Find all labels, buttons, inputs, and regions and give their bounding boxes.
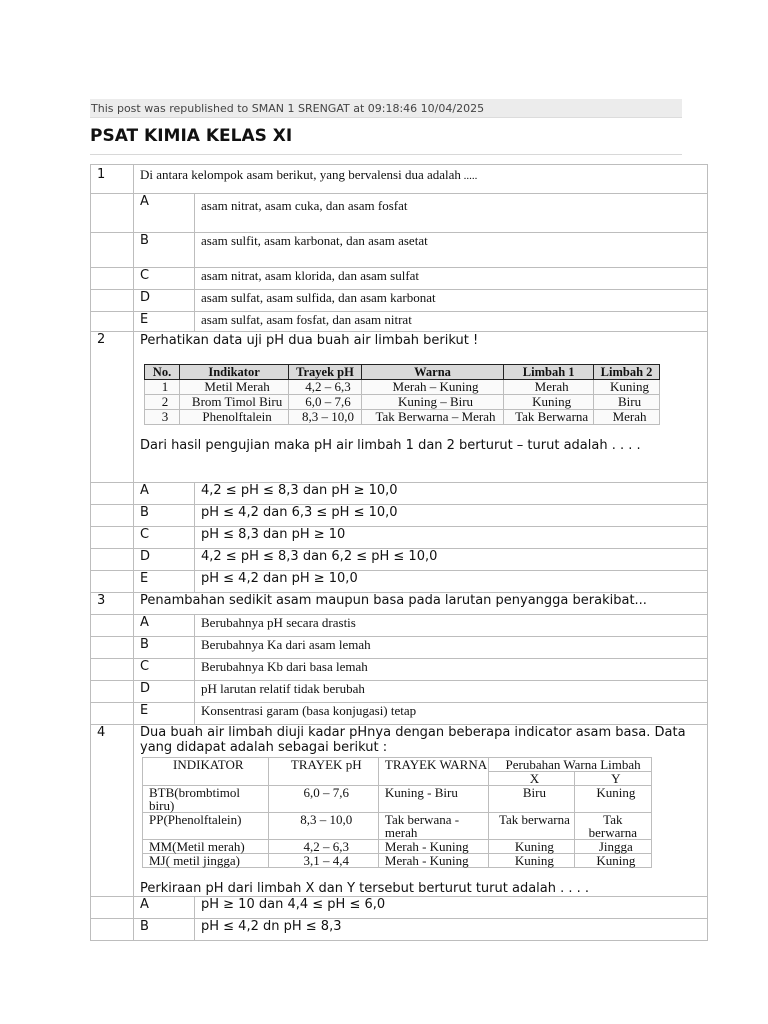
ph-data-table <box>144 364 660 425</box>
question-text: Dua buah air limbah diuji kadar pHnya dengan beberapa indicator asam basa. Data yang didapat adalah sebagai berikut : <box>140 725 686 755</box>
table-cell: Merah <box>504 380 594 395</box>
table-cell: 1 <box>145 380 180 395</box>
option-row <box>91 681 708 703</box>
option-row <box>91 233 708 268</box>
option-text: Berubahnya Kb dari basa lemah <box>195 659 708 681</box>
table-cell: Tak berwarna <box>489 813 574 840</box>
option-row <box>91 897 708 919</box>
table-cell: MJ( metil jingga) <box>143 854 269 868</box>
table-header: Warna <box>361 365 503 380</box>
table-cell: Kuning <box>574 854 651 868</box>
option-text: pH ≥ 10 dan 4,4 ≤ pH ≤ 6,0 <box>195 897 708 919</box>
option-letter: A <box>134 483 195 505</box>
question-row <box>91 332 708 483</box>
option-letter: A <box>134 615 195 637</box>
table-cell: 4,2 – 6,3 <box>289 380 362 395</box>
table-cell: Kuning <box>489 840 574 854</box>
option-row <box>91 268 708 290</box>
option-row <box>91 615 708 637</box>
table-cell: 4,2 – 6,3 <box>268 840 378 854</box>
option-row <box>91 919 708 941</box>
table-cell: PP(Phenolftalein) <box>143 813 269 840</box>
option-letter: A <box>134 897 195 919</box>
option-text: asam nitrat, asam klorida, dan asam sulfat <box>195 268 708 290</box>
title-divider <box>90 154 682 155</box>
table-header: TRAYEK WARNA <box>378 758 488 786</box>
table-cell: Biru <box>489 786 574 813</box>
question-body <box>134 725 708 897</box>
option-text: Berubahnya pH secara drastis <box>195 615 708 637</box>
table-cell: Tak Berwarna <box>504 410 594 425</box>
table-header: Indikator <box>180 365 289 380</box>
republish-notice: This post was republished to SMAN 1 SRENGAT at 09:18:46 10/04/2025 <box>90 99 682 118</box>
page-title: PSAT KIMIA KELAS XI <box>90 126 293 146</box>
table-cell: BTB(brombtimol biru) <box>143 786 269 813</box>
table-header: Perubahan Warna Limbah <box>489 758 652 772</box>
table-row <box>143 786 652 813</box>
table-cell: 3,1 – 4,4 <box>268 854 378 868</box>
option-text: pH ≤ 8,3 dan pH ≥ 10 <box>195 527 708 549</box>
option-letter: D <box>134 290 195 312</box>
table-cell: Phenolftalein <box>180 410 289 425</box>
option-letter: C <box>134 527 195 549</box>
question-prompt: Perkiraan pH dari limbah X dan Y tersebut berturut turut adalah . . . . <box>140 881 590 896</box>
table-header: Trayek pH <box>289 365 362 380</box>
question-number: 2 <box>91 332 134 483</box>
question-text: Penambahan sedikit asam maupun basa pada larutan penyangga berakibat... <box>134 593 708 615</box>
option-text: pH larutan relatif tidak berubah <box>195 681 708 703</box>
option-row <box>91 194 708 233</box>
question-text: Perhatikan data uji pH dua buah air limbah berikut ! <box>140 333 479 348</box>
question-number: 1 <box>91 165 134 194</box>
table-row <box>143 854 652 868</box>
indicator-table <box>142 757 652 868</box>
table-header: No. <box>145 365 180 380</box>
option-letter: E <box>134 312 195 332</box>
option-row <box>91 527 708 549</box>
question-table <box>90 164 708 941</box>
option-text: pH ≤ 4,2 dan pH ≥ 10,0 <box>195 571 708 593</box>
table-row <box>143 813 652 840</box>
table-row <box>145 380 660 395</box>
table-row <box>145 410 660 425</box>
option-letter: A <box>134 194 195 233</box>
option-text: Berubahnya Ka dari asam lemah <box>195 637 708 659</box>
table-cell: Kuning <box>489 854 574 868</box>
table-cell: Brom Timol Biru <box>180 395 289 410</box>
table-header: TRAYEK pH <box>268 758 378 786</box>
option-letter: B <box>134 637 195 659</box>
table-cell: 8,3 – 10,0 <box>268 813 378 840</box>
table-cell: MM(Metil merah) <box>143 840 269 854</box>
table-cell: 3 <box>145 410 180 425</box>
table-cell: Biru <box>594 395 660 410</box>
option-row <box>91 549 708 571</box>
option-text: Konsentrasi garam (basa konjugasi) tetap <box>195 703 708 725</box>
table-cell: Kuning - Biru <box>378 786 488 813</box>
option-text: pH ≤ 4,2 dan 6,3 ≤ pH ≤ 10,0 <box>195 505 708 527</box>
question-row <box>91 165 708 194</box>
question-prompt: Dari hasil pengujian maka pH air limbah 1 dan 2 berturut – turut adalah . . . . <box>140 438 641 453</box>
option-letter: D <box>134 549 195 571</box>
table-cell: 6,0 – 7,6 <box>289 395 362 410</box>
option-letter: C <box>134 659 195 681</box>
option-letter: B <box>134 233 195 268</box>
table-cell: Merah – Kuning <box>361 380 503 395</box>
table-row <box>143 840 652 854</box>
option-text: asam sulfat, asam fosfat, dan asam nitrat <box>195 312 708 332</box>
question-row <box>91 725 708 897</box>
option-row <box>91 703 708 725</box>
option-row <box>91 637 708 659</box>
table-cell: 6,0 – 7,6 <box>268 786 378 813</box>
table-cell: Jingga <box>574 840 651 854</box>
table-cell: Merah <box>594 410 660 425</box>
question-number: 4 <box>91 725 134 897</box>
option-row <box>91 571 708 593</box>
question-text: Di antara kelompok asam berikut, yang bervalensi dua adalah ..... <box>134 165 708 194</box>
table-cell: Kuning <box>574 786 651 813</box>
table-cell: 8,3 – 10,0 <box>289 410 362 425</box>
option-row <box>91 290 708 312</box>
option-text: asam sulfat, asam sulfida, dan asam karbonat <box>195 290 708 312</box>
option-letter: E <box>134 571 195 593</box>
option-text: asam nitrat, asam cuka, dan asam fosfat <box>195 194 708 233</box>
question-body <box>134 332 708 483</box>
option-text: 4,2 ≤ pH ≤ 8,3 dan 6,2 ≤ pH ≤ 10,0 <box>195 549 708 571</box>
table-cell: Merah - Kuning <box>378 840 488 854</box>
question-row <box>91 593 708 615</box>
table-cell: Tak berwana - merah <box>378 813 488 840</box>
table-row <box>145 395 660 410</box>
table-header: X <box>489 772 574 786</box>
option-letter: C <box>134 268 195 290</box>
table-header: Limbah 2 <box>594 365 660 380</box>
option-row <box>91 659 708 681</box>
table-cell: 2 <box>145 395 180 410</box>
table-cell: Kuning <box>504 395 594 410</box>
table-cell: Metil Merah <box>180 380 289 395</box>
option-letter: D <box>134 681 195 703</box>
option-row <box>91 505 708 527</box>
option-row <box>91 312 708 332</box>
table-cell: Tak Berwarna – Merah <box>361 410 503 425</box>
option-text: asam sulfit, asam karbonat, dan asam asetat <box>195 233 708 268</box>
option-text: pH ≤ 4,2 dn pH ≤ 8,3 <box>195 919 708 941</box>
table-cell: Kuning – Biru <box>361 395 503 410</box>
table-cell: Tak berwarna <box>574 813 651 840</box>
option-row <box>91 483 708 505</box>
option-letter: E <box>134 703 195 725</box>
question-number: 3 <box>91 593 134 615</box>
table-header: Limbah 1 <box>504 365 594 380</box>
table-cell: Merah - Kuning <box>378 854 488 868</box>
table-cell: Kuning <box>594 380 660 395</box>
table-header: INDIKATOR <box>143 758 269 786</box>
option-letter: B <box>134 505 195 527</box>
table-header: Y <box>574 772 651 786</box>
option-text: 4,2 ≤ pH ≤ 8,3 dan pH ≥ 10,0 <box>195 483 708 505</box>
option-letter: B <box>134 919 195 941</box>
